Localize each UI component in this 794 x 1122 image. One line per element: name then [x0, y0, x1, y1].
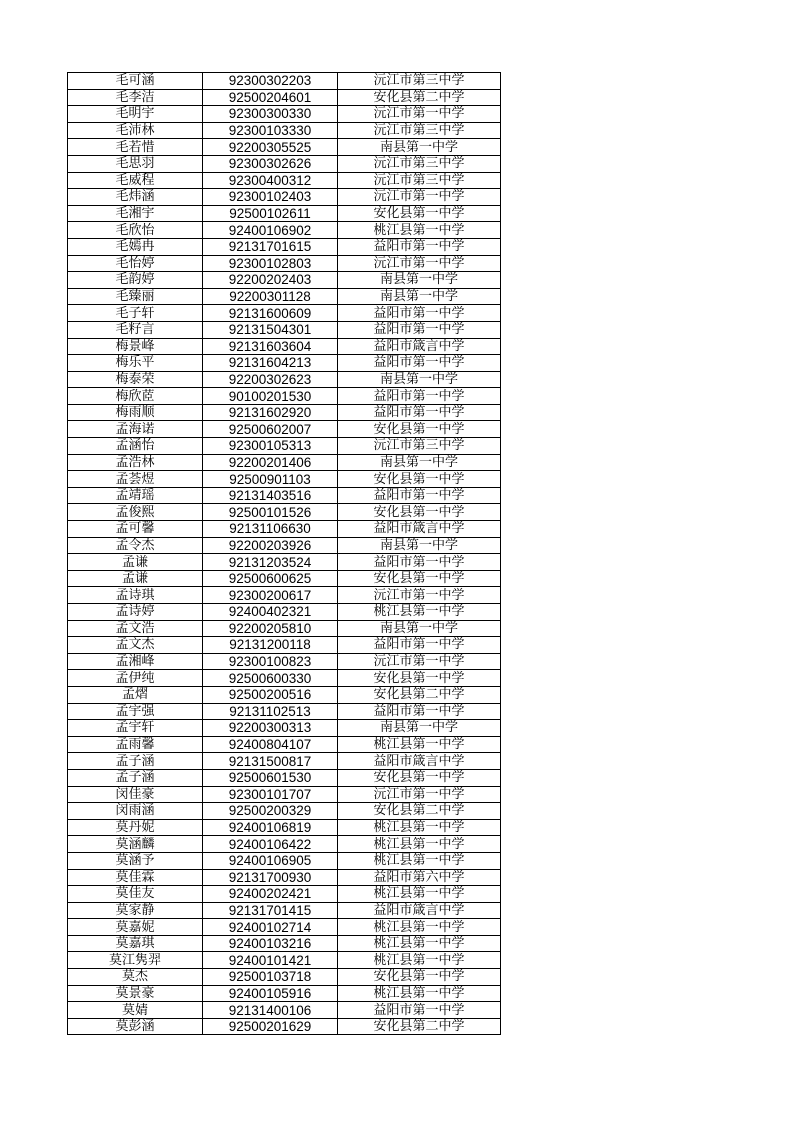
- school-cell: 益阳市箴言中学: [338, 521, 501, 538]
- school-cell: 南县第一中学: [338, 139, 501, 156]
- school-cell: 桃江县第一中学: [338, 852, 501, 869]
- exam-id-cell: 92500200516: [203, 686, 338, 703]
- table-row: [68, 554, 501, 571]
- table-row: [68, 272, 501, 289]
- table-row: [68, 620, 501, 637]
- student-name-cell: 毛炜涵: [68, 189, 203, 206]
- student-name-cell: 孟浩林: [68, 454, 203, 471]
- exam-id-cell: 92400102714: [203, 919, 338, 936]
- student-name-cell: 孟涵怡: [68, 438, 203, 455]
- student-name-cell: 莫涵麟: [68, 836, 203, 853]
- school-cell: 益阳市第一中学: [338, 388, 501, 405]
- student-name-cell: 莫嘉琪: [68, 935, 203, 952]
- table-row: [68, 852, 501, 869]
- student-name-cell: 孟伊纯: [68, 670, 203, 687]
- student-name-cell: 莫嘉妮: [68, 919, 203, 936]
- table-row: [68, 637, 501, 654]
- table-row: [68, 670, 501, 687]
- table-row: [68, 122, 501, 139]
- table-row: [68, 454, 501, 471]
- exam-id-cell: 92300302626: [203, 155, 338, 172]
- exam-id-cell: 92300102403: [203, 189, 338, 206]
- student-name-cell: 毛嫣冉: [68, 238, 203, 255]
- table-row: [68, 537, 501, 554]
- school-cell: 沅江市第一中学: [338, 255, 501, 272]
- exam-id-cell: 92500600330: [203, 670, 338, 687]
- school-cell: 南县第一中学: [338, 454, 501, 471]
- school-cell: 桃江县第一中学: [338, 736, 501, 753]
- school-cell: 南县第一中学: [338, 371, 501, 388]
- exam-id-cell: 92400402321: [203, 604, 338, 621]
- exam-id-cell: 92500102611: [203, 205, 338, 222]
- table-row: [68, 504, 501, 521]
- exam-id-cell: 92300300330: [203, 106, 338, 123]
- exam-id-cell: 92400103216: [203, 935, 338, 952]
- table-row: [68, 902, 501, 919]
- school-cell: 桃江县第一中学: [338, 222, 501, 239]
- school-cell: 益阳市第一中学: [338, 404, 501, 421]
- exam-id-cell: 92500901103: [203, 471, 338, 488]
- table-row: [68, 686, 501, 703]
- table-row: [68, 869, 501, 886]
- student-name-cell: 梅乐平: [68, 355, 203, 372]
- school-cell: 桃江县第一中学: [338, 604, 501, 621]
- student-name-cell: 莫彭涵: [68, 1018, 203, 1035]
- student-name-cell: 莫丹妮: [68, 819, 203, 836]
- table-row: [68, 471, 501, 488]
- table-row: [68, 819, 501, 836]
- school-cell: 安化县第二中学: [338, 1018, 501, 1035]
- exam-id-cell: 92300103330: [203, 122, 338, 139]
- school-cell: 桃江县第一中学: [338, 952, 501, 969]
- school-cell: 安化县第一中学: [338, 570, 501, 587]
- exam-id-cell: 92131602920: [203, 404, 338, 421]
- student-name-cell: 毛怡婷: [68, 255, 203, 272]
- student-name-cell: 梅泰荣: [68, 371, 203, 388]
- exam-id-cell: 92300102803: [203, 255, 338, 272]
- exam-id-cell: 92131701615: [203, 238, 338, 255]
- student-name-cell: 孟荟煜: [68, 471, 203, 488]
- exam-id-cell: 92300105313: [203, 438, 338, 455]
- exam-id-cell: 92500201629: [203, 1018, 338, 1035]
- student-name-cell: 毛若惜: [68, 139, 203, 156]
- student-name-cell: 毛李洁: [68, 89, 203, 106]
- school-cell: 桃江县第一中学: [338, 935, 501, 952]
- exam-id-cell: 92200202403: [203, 272, 338, 289]
- exam-id-cell: 92300400312: [203, 172, 338, 189]
- table-row: [68, 371, 501, 388]
- table-row: [68, 404, 501, 421]
- exam-id-cell: 92500600625: [203, 570, 338, 587]
- school-cell: 桃江县第一中学: [338, 886, 501, 903]
- exam-id-cell: 92131500817: [203, 753, 338, 770]
- exam-id-cell: 92300302203: [203, 73, 338, 90]
- exam-id-cell: 92300200617: [203, 587, 338, 604]
- table-row: [68, 205, 501, 222]
- exam-id-cell: 92500101526: [203, 504, 338, 521]
- exam-id-cell: 92500601530: [203, 769, 338, 786]
- table-row: [68, 172, 501, 189]
- school-cell: 沅江市第一中学: [338, 106, 501, 123]
- student-name-cell: 孟谦: [68, 570, 203, 587]
- school-cell: 益阳市第一中学: [338, 637, 501, 654]
- student-name-cell: 孟子涵: [68, 753, 203, 770]
- exam-id-cell: 92500200329: [203, 803, 338, 820]
- exam-id-cell: 92300100823: [203, 653, 338, 670]
- table-row: [68, 222, 501, 239]
- school-cell: 沅江市第一中学: [338, 786, 501, 803]
- school-cell: 南县第一中学: [338, 537, 501, 554]
- student-name-cell: 莫杰: [68, 969, 203, 986]
- table-row: [68, 653, 501, 670]
- exam-id-cell: 92500103718: [203, 969, 338, 986]
- student-name-cell: 孟文杰: [68, 637, 203, 654]
- table-row: [68, 355, 501, 372]
- table-row: [68, 1002, 501, 1019]
- student-name-cell: 孟宇轩: [68, 720, 203, 737]
- table-row: [68, 438, 501, 455]
- exam-id-cell: 92200302623: [203, 371, 338, 388]
- school-cell: 安化县第一中学: [338, 421, 501, 438]
- school-cell: 南县第一中学: [338, 288, 501, 305]
- student-name-cell: 莫涵予: [68, 852, 203, 869]
- exam-id-cell: 92400106905: [203, 852, 338, 869]
- table-row: [68, 106, 501, 123]
- student-name-cell: 孟海诺: [68, 421, 203, 438]
- student-name-cell: 毛欣怡: [68, 222, 203, 239]
- table-row: [68, 570, 501, 587]
- table-row: [68, 305, 501, 322]
- student-name-cell: 毛明宇: [68, 106, 203, 123]
- table-row: [68, 836, 501, 853]
- table-row: [68, 155, 501, 172]
- table-row: [68, 786, 501, 803]
- table-row: [68, 587, 501, 604]
- school-cell: 南县第一中学: [338, 272, 501, 289]
- school-cell: 沅江市第三中学: [338, 73, 501, 90]
- exam-id-cell: 92400106819: [203, 819, 338, 836]
- school-cell: 益阳市第一中学: [338, 321, 501, 338]
- student-name-cell: 孟雨馨: [68, 736, 203, 753]
- table-row: [68, 886, 501, 903]
- school-cell: 南县第一中学: [338, 620, 501, 637]
- school-cell: 益阳市第一中学: [338, 487, 501, 504]
- school-cell: 益阳市第一中学: [338, 305, 501, 322]
- school-cell: 桃江县第一中学: [338, 836, 501, 853]
- school-cell: 益阳市箴言中学: [338, 338, 501, 355]
- school-cell: 沅江市第三中学: [338, 438, 501, 455]
- table-row: [68, 952, 501, 969]
- school-cell: 益阳市第一中学: [338, 554, 501, 571]
- exam-id-cell: 92500602007: [203, 421, 338, 438]
- student-name-cell: 毛思羽: [68, 155, 203, 172]
- student-name-cell: 毛威程: [68, 172, 203, 189]
- table-row: [68, 969, 501, 986]
- school-cell: 沅江市第三中学: [338, 172, 501, 189]
- student-name-cell: 孟可馨: [68, 521, 203, 538]
- student-name-cell: 孟诗婷: [68, 604, 203, 621]
- student-name-cell: 孟子涵: [68, 769, 203, 786]
- school-cell: 安化县第一中学: [338, 769, 501, 786]
- table-row: [68, 769, 501, 786]
- exam-id-cell: 92131604213: [203, 355, 338, 372]
- exam-id-cell: 92200300313: [203, 720, 338, 737]
- exam-id-cell: 92131603604: [203, 338, 338, 355]
- table-row: [68, 521, 501, 538]
- school-cell: 益阳市第一中学: [338, 238, 501, 255]
- exam-id-cell: 92200205810: [203, 620, 338, 637]
- student-name-cell: 闵雨涵: [68, 803, 203, 820]
- table-row: [68, 720, 501, 737]
- student-name-cell: 莫佳霖: [68, 869, 203, 886]
- student-name-cell: 闵佳豪: [68, 786, 203, 803]
- exam-id-cell: 92400202421: [203, 886, 338, 903]
- student-name-cell: 毛子轩: [68, 305, 203, 322]
- table-row: [68, 421, 501, 438]
- school-cell: 安化县第二中学: [338, 803, 501, 820]
- school-cell: 安化县第二中学: [338, 686, 501, 703]
- school-cell: 沅江市第三中学: [338, 122, 501, 139]
- student-name-cell: 毛湘宇: [68, 205, 203, 222]
- student-name-cell: 毛可涵: [68, 73, 203, 90]
- student-name-cell: 毛沛林: [68, 122, 203, 139]
- school-cell: 安化县第二中学: [338, 89, 501, 106]
- school-cell: 沅江市第一中学: [338, 653, 501, 670]
- student-name-cell: 莫家静: [68, 902, 203, 919]
- exam-id-cell: 92500204601: [203, 89, 338, 106]
- student-name-cell: 莫景豪: [68, 985, 203, 1002]
- exam-id-cell: 92131600609: [203, 305, 338, 322]
- exam-id-cell: 92400804107: [203, 736, 338, 753]
- exam-id-cell: 92300101707: [203, 786, 338, 803]
- school-cell: 安化县第一中学: [338, 969, 501, 986]
- student-name-cell: 梅景峰: [68, 338, 203, 355]
- exam-id-cell: 92200301128: [203, 288, 338, 305]
- school-cell: 益阳市第一中学: [338, 355, 501, 372]
- table-row: [68, 238, 501, 255]
- roster-table-body: [68, 73, 501, 1035]
- school-cell: 益阳市第六中学: [338, 869, 501, 886]
- exam-id-cell: 92131106630: [203, 521, 338, 538]
- student-name-cell: 孟文浩: [68, 620, 203, 637]
- student-name-cell: 孟诗琪: [68, 587, 203, 604]
- school-cell: 益阳市第一中学: [338, 703, 501, 720]
- table-row: [68, 919, 501, 936]
- table-row: [68, 288, 501, 305]
- student-name-cell: 孟令杰: [68, 537, 203, 554]
- exam-id-cell: 92131400106: [203, 1002, 338, 1019]
- student-name-cell: 莫佳友: [68, 886, 203, 903]
- school-cell: 益阳市第一中学: [338, 1002, 501, 1019]
- table-row: [68, 189, 501, 206]
- table-row: [68, 703, 501, 720]
- table-row: [68, 736, 501, 753]
- roster-table: [67, 72, 501, 1035]
- table-row: [68, 321, 501, 338]
- student-name-cell: 毛韵婷: [68, 272, 203, 289]
- table-row: [68, 73, 501, 90]
- table-row: [68, 1018, 501, 1035]
- exam-id-cell: 92400106422: [203, 836, 338, 853]
- table-row: [68, 338, 501, 355]
- student-name-cell: 毛籽言: [68, 321, 203, 338]
- exam-id-cell: 92400106902: [203, 222, 338, 239]
- table-row: [68, 139, 501, 156]
- exam-id-cell: 92131700930: [203, 869, 338, 886]
- exam-id-cell: 92400105916: [203, 985, 338, 1002]
- exam-id-cell: 92131403516: [203, 487, 338, 504]
- table-row: [68, 753, 501, 770]
- student-name-cell: 梅雨顺: [68, 404, 203, 421]
- student-name-cell: 孟宇强: [68, 703, 203, 720]
- student-name-cell: 莫婧: [68, 1002, 203, 1019]
- exam-id-cell: 92200201406: [203, 454, 338, 471]
- student-name-cell: 孟靖瑶: [68, 487, 203, 504]
- student-name-cell: 毛臻丽: [68, 288, 203, 305]
- exam-id-cell: 92200203926: [203, 537, 338, 554]
- school-cell: 沅江市第三中学: [338, 155, 501, 172]
- exam-id-cell: 90100201530: [203, 388, 338, 405]
- exam-id-cell: 92400101421: [203, 952, 338, 969]
- student-name-cell: 莫江隽羿: [68, 952, 203, 969]
- table-row: [68, 255, 501, 272]
- exam-id-cell: 92131200118: [203, 637, 338, 654]
- school-cell: 桃江县第一中学: [338, 985, 501, 1002]
- school-cell: 安化县第一中学: [338, 504, 501, 521]
- school-cell: 益阳市箴言中学: [338, 753, 501, 770]
- table-row: [68, 935, 501, 952]
- table-row: [68, 89, 501, 106]
- exam-id-cell: 92131504301: [203, 321, 338, 338]
- student-name-cell: 孟俊熙: [68, 504, 203, 521]
- student-name-cell: 孟湘峰: [68, 653, 203, 670]
- exam-id-cell: 92131102513: [203, 703, 338, 720]
- student-name-cell: 孟谦: [68, 554, 203, 571]
- school-cell: 安化县第一中学: [338, 205, 501, 222]
- exam-id-cell: 92131203524: [203, 554, 338, 571]
- student-name-cell: 梅欣茝: [68, 388, 203, 405]
- table-row: [68, 487, 501, 504]
- school-cell: 沅江市第一中学: [338, 189, 501, 206]
- table-row: [68, 604, 501, 621]
- school-cell: 桃江县第一中学: [338, 919, 501, 936]
- exam-id-cell: 92131701415: [203, 902, 338, 919]
- table-row: [68, 985, 501, 1002]
- school-cell: 沅江市第一中学: [338, 587, 501, 604]
- student-name-cell: 孟熠: [68, 686, 203, 703]
- table-row: [68, 388, 501, 405]
- school-cell: 安化县第一中学: [338, 670, 501, 687]
- school-cell: 益阳市箴言中学: [338, 902, 501, 919]
- exam-id-cell: 92200305525: [203, 139, 338, 156]
- table-row: [68, 803, 501, 820]
- school-cell: 南县第一中学: [338, 720, 501, 737]
- school-cell: 桃江县第一中学: [338, 819, 501, 836]
- school-cell: 安化县第一中学: [338, 471, 501, 488]
